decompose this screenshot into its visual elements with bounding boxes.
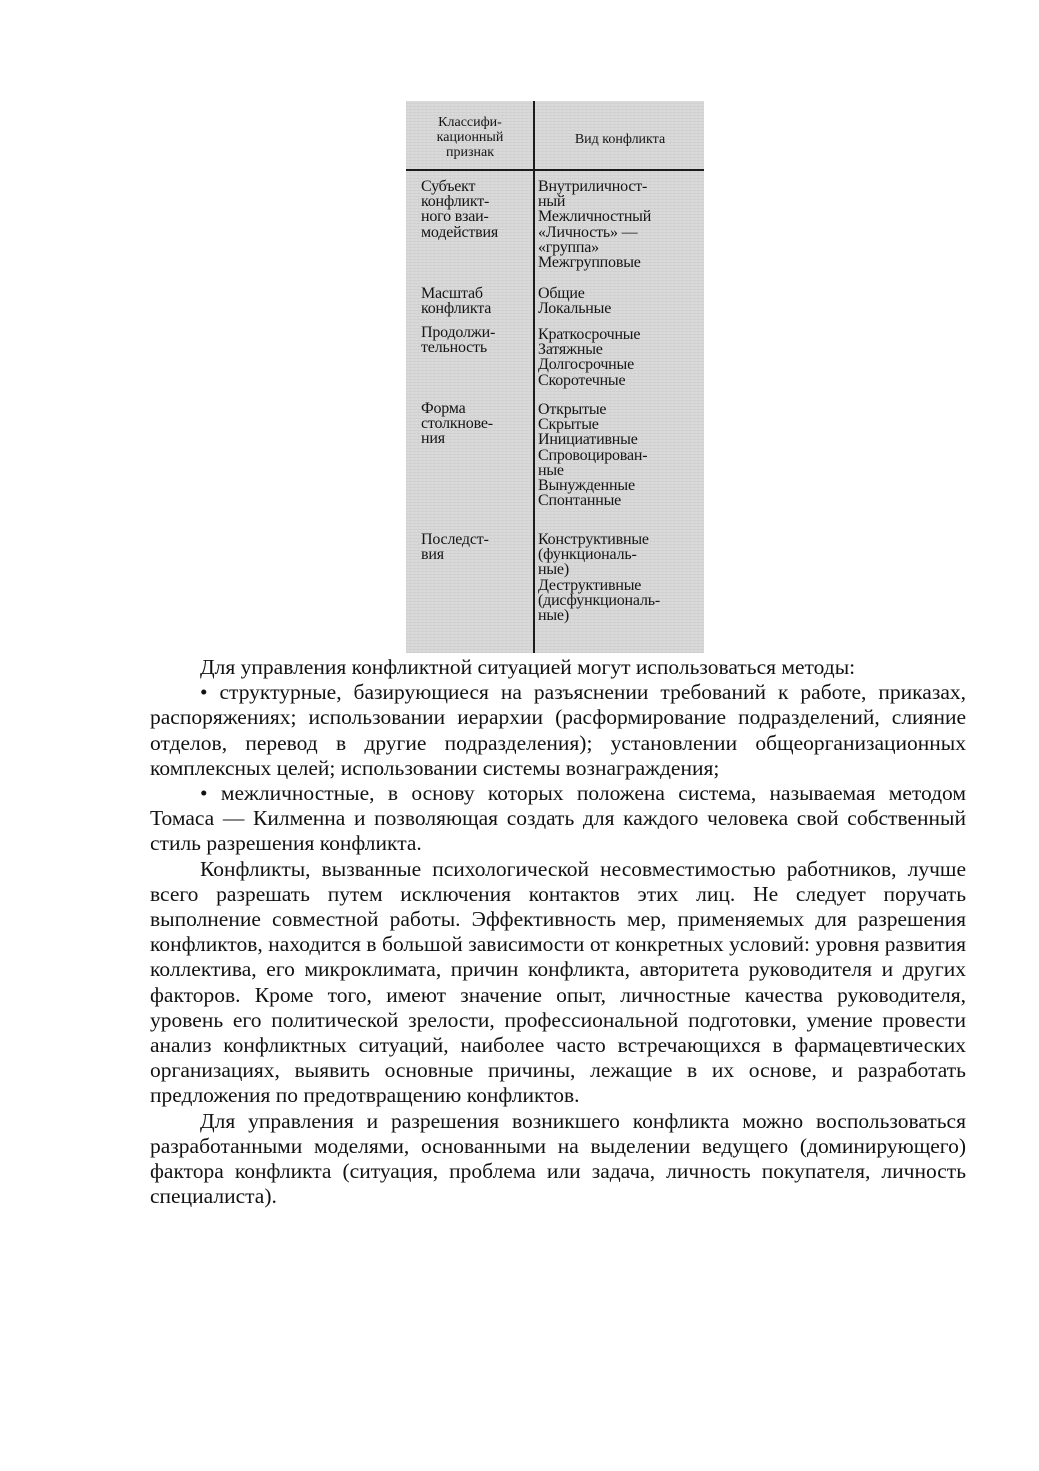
feature-line: конфликта [421, 300, 492, 318]
header-divider [406, 169, 704, 171]
type-line: (функциональ- [538, 546, 637, 564]
body-text [150, 655, 966, 1209]
type-line: Межличностный [538, 208, 652, 226]
feature-form [421, 401, 529, 447]
type-line: ные [538, 461, 564, 479]
feature-line: тельность [421, 339, 487, 357]
type-line: (дисфункциональ- [538, 591, 660, 609]
type-line: Спровоцирован- [538, 446, 648, 464]
type-line: Краткосрочные [538, 326, 641, 343]
types-scale [538, 286, 702, 316]
paragraph-models: Для управления и разрешения возникшего конфликта можно воспользоваться разработанными моделями, основанными на выделении ведущего (доминирующего) фактора конфликта (ситуация, проблема или задача, личность покупателя, личность специалиста). [150, 1108, 966, 1209]
type-line: Общие [538, 285, 585, 302]
feature-line: Форма [421, 400, 466, 417]
feature-subject [421, 179, 529, 240]
type-line: Скоротечные [538, 371, 626, 389]
feature-line: Продолжи- [421, 324, 496, 341]
paragraph-structural-methods: • структурные, базирующиеся на разъяснении требований к работе, приказах, распоряжениях; использовании иерархии (расформирование подразделений, слияние отделов, перевод в другие подразделения); установлении общеорганизационных комплексных целей; использовании системы вознаграждения; [150, 680, 966, 780]
feature-line: модействия [421, 223, 499, 241]
type-line: Конструктивные [538, 531, 649, 548]
type-line: Затяжные [538, 341, 603, 359]
feature-line: Последст- [421, 531, 489, 548]
types-consequences [538, 532, 702, 623]
type-line: Спонтанные [538, 492, 622, 510]
type-line: Долгосрочные [538, 356, 634, 374]
feature-line: конфликт- [421, 193, 490, 211]
feature-line: Субъект [421, 178, 476, 195]
scanned-table [406, 101, 704, 653]
type-line: Локальные [538, 300, 612, 318]
type-line: Открытые [538, 401, 607, 418]
feature-line: вия [421, 546, 444, 564]
type-line: «Личность» — [538, 223, 638, 241]
header-type: Вид конфликта [574, 132, 666, 147]
type-line: Деструктивные [538, 576, 642, 594]
column-divider [533, 101, 535, 653]
paragraph-methods-intro: Для управления конфликтной ситуацией могут использоваться методы: [200, 655, 856, 679]
feature-line: столкнове- [421, 415, 493, 433]
types-duration [538, 327, 702, 388]
type-line: ные) [538, 607, 569, 625]
type-line: «группа» [538, 238, 599, 256]
feature-consequences [421, 532, 529, 562]
type-line: Скрытые [538, 416, 599, 434]
type-line: ный [538, 193, 566, 211]
feature-line: Масштаб [421, 285, 483, 302]
paragraph-incompatibility: Конфликты, вызванные психологической несовместимостью работников, лучше всего разрешать путем исключения контактов этих лиц. Не следует поручать выполнение совместной работы. Эффективность мер, применяемых для разрешения конфликтов, находится в большой зависимости от конкретных условий: уровня развития коллектива, его микроклимата, причин конфликта, авторитета руководителя и других факторов. Кроме того, имеют значение опыт, личностные качества руководителя, уровень его политической зрелости, профессиональной подготовки, умение провести анализ конфликтных ситуаций, наиболее часто встречающихся в фармацевтических организациях, выявить основные причины, лежащие в их основе, и разработать предложения по предотвращению конфликтов. [150, 856, 966, 1108]
types-subject [538, 179, 702, 270]
paragraph-interpersonal-methods: • межличностные, в основу которых положена система, называемая методом Томаса — Килменна и позволяющая создать для каждого человека свой собственный стиль разрешения конфликта. [150, 781, 966, 856]
type-line: Инициативные [538, 431, 638, 449]
header-feature-line: Классифи- [438, 115, 502, 130]
feature-line: ния [421, 430, 445, 448]
type-line: Внутриличност- [538, 178, 648, 195]
type-line: Вынужденные [538, 477, 635, 495]
header-feature-line: признак [445, 145, 495, 160]
feature-line: ного взаи- [421, 208, 489, 226]
feature-scale [421, 286, 529, 316]
types-form [538, 402, 702, 508]
type-line: ные) [538, 561, 569, 579]
feature-duration [421, 325, 529, 355]
type-line: Межгрупповые [538, 254, 641, 272]
header-feature [414, 115, 526, 160]
header-feature-line: кационный [436, 130, 504, 145]
